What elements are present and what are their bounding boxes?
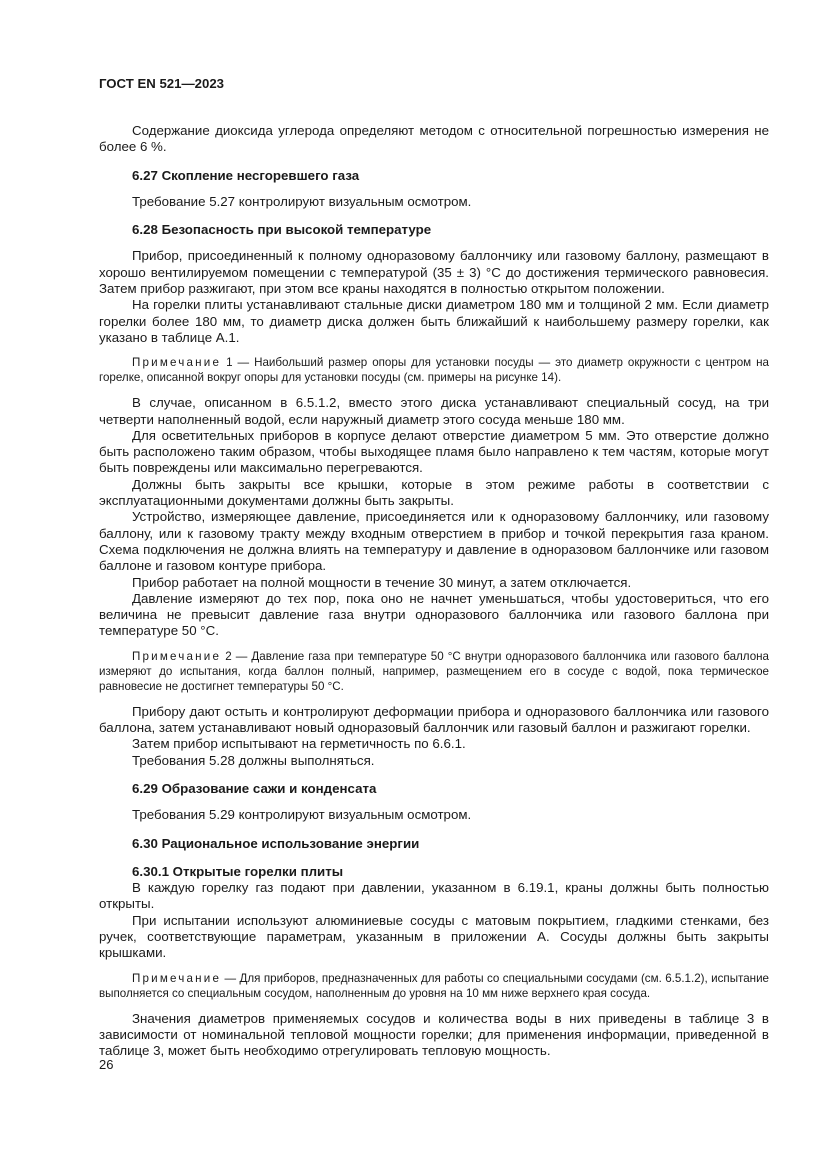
document-page xyxy=(99,76,769,1059)
paragraph: Требования 5.28 должны выполняться. xyxy=(132,752,375,768)
note-text: — Для приборов, предназначенных для работы со специальными сосудами (см. 6.5.1.2), испытание выполняется со специальным сосудом, наполненным до уровня на 10 мм ниже верхнего края сосуда. xyxy=(99,971,769,1000)
paragraph: Требования 5.29 контролируют визуальным осмотром. xyxy=(132,807,472,823)
section-heading: 6.30.1 Открытые горелки плиты xyxy=(132,863,344,879)
section-heading: 6.28 Безопасность при высокой температуре xyxy=(132,222,432,238)
section-heading: 6.29 Образование сажи и конденсата xyxy=(132,780,377,796)
paragraph: Должны быть закрыты все крышки, которые в этом режиме работы в соответствии с эксплуатационными документами должны быть закрыты. xyxy=(99,476,769,509)
paragraph: Содержание диоксида углерода определяют методом с относительной погрешностью измерения не более 6 %. xyxy=(99,123,769,155)
document-body xyxy=(99,123,769,1059)
paragraph: Давление измеряют до тех пор, пока оно не начнет уменьшаться, чтобы удостовериться, что его величина не превысит давление газа внутри одноразового баллончика или газового баллона при температуре 50 °С. xyxy=(99,590,769,639)
paragraph: Затем прибор испытывают на герметичность по 6.6.1. xyxy=(132,736,466,752)
note xyxy=(99,355,769,385)
paragraph: В случае, описанном в 6.5.1.2, вместо этого диска устанавливают специальный сосуд, на три четверти наполненный водой, если наружный диаметр этого сосуда меньше 180 мм. xyxy=(99,395,769,427)
note xyxy=(99,649,769,694)
paragraph: При испытании используют алюминиевые сосуды с матовым покрытием, гладкими стенками, без ручек, соответствующие параметрам, указанным в приложении А. Сосуды должны быть закрыты крышками. xyxy=(99,912,769,961)
paragraph: Для осветительных приборов в корпусе делают отверстие диаметром 5 мм. Это отверстие должно быть расположено таким образом, чтобы выходящее пламя было направлено к тем частям, которые могут быть повреждены или максимально перегреваются. xyxy=(99,427,769,476)
paragraph: В каждую горелку газ подают при давлении, указанном в 6.19.1, краны должны быть полностью открыты. xyxy=(99,880,769,912)
section-heading: 6.30 Рациональное использование энергии xyxy=(132,835,420,851)
paragraph: На горелки плиты устанавливают стальные диски диаметром 180 мм и толщиной 2 мм. Если диаметр горелки более 180 мм, то диаметр диска должен быть ближайший к наибольшему размеру горелки, как указано в таблице А.1. xyxy=(99,297,769,345)
note-text: 1 — Наибольший размер опоры для установки посуды — это диаметр окружности с центром на горелке, описанной вокруг опоры для установки посуды (см. примеры на рисунке 14). xyxy=(99,356,769,385)
paragraph: Значения диаметров применяемых сосудов и количества воды в них приведены в таблице 3 в зависимости от номинальной тепловой мощности горелки; для применения информации, приведенной в таблице 3, может быть необходимо отрегулировать тепловую мощность. xyxy=(99,1010,769,1059)
note-text: 2 — Давление газа при температуре 50 °С внутри одноразового баллончика или газового баллона измеряют до испытания, когда баллон полный, например, размещением его в сосуде с водой, пока термическое равновесие не достигнет температуры 50 °С. xyxy=(99,649,769,693)
note-label: Примечание xyxy=(132,649,222,663)
paragraph: Прибор, присоединенный к полному одноразовому баллончику или газовому баллону, размещают в хорошо вентилируемом помещении с температурой (35 ± 3) °С до достижения термического равновесия. Затем прибор разжигают, при этом все краны находятся в полностью открытом положении. xyxy=(99,248,769,297)
paragraph: Прибору дают остыть и контролируют деформации прибора и одноразового баллончика или газового баллона, затем устанавливают новый одноразовый баллончик или газовый баллон и разжигают горелки. xyxy=(99,703,769,736)
note-label: Примечание xyxy=(132,971,222,985)
paragraph: Требование 5.27 контролируют визуальным осмотром. xyxy=(132,193,472,209)
note xyxy=(99,971,769,1001)
page-number: 26 xyxy=(99,1057,114,1072)
note-label: Примечание xyxy=(132,356,222,370)
paragraph: Прибор работает на полной мощности в течение 30 минут, а затем отключается. xyxy=(132,574,632,590)
paragraph: Устройство, измеряющее давление, присоединяется или к одноразовому баллончику, или газовому баллону, или к газовому тракту между входным отверстием в прибор и точкой перекрытия газа краном. Схема подключения не должна влиять на температуру и давление в одноразовом баллончике или газовом баллоне и газовом контуре прибора. xyxy=(99,509,769,574)
document-header: ГОСТ EN 521—2023 xyxy=(99,76,224,91)
section-heading: 6.27 Скопление несгоревшего газа xyxy=(132,167,360,183)
